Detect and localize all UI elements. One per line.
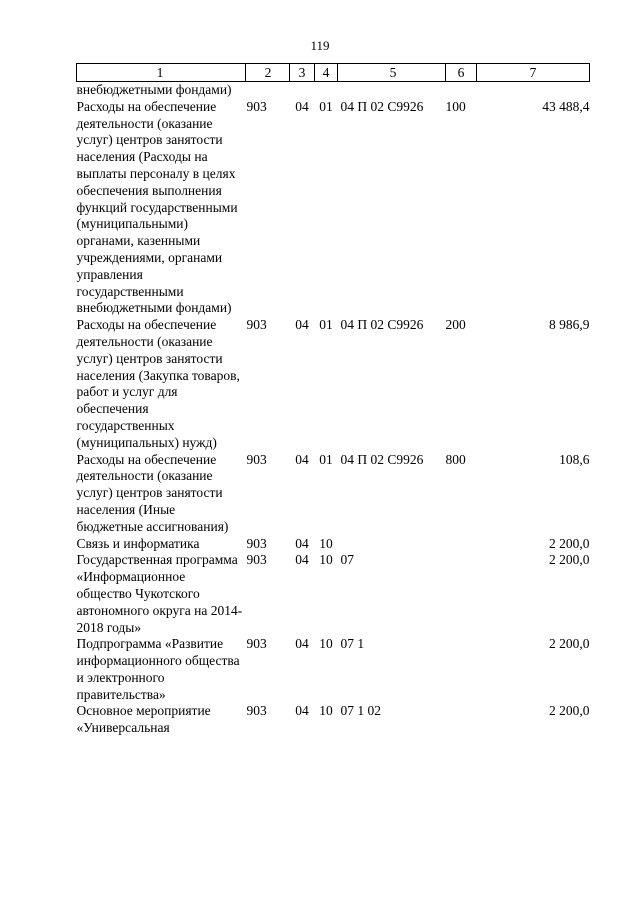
row-vr-cell	[446, 552, 477, 636]
page-number: 119	[310, 38, 330, 53]
row-subsection-cell: 01	[319, 317, 333, 333]
row-name-cell: Государственная программа «Информационное общество Чукотского автономного округа на 2014-2018 годы»	[76, 552, 243, 635]
row-subsection-cell: 01	[319, 98, 333, 114]
row-code-cell: 903	[246, 703, 267, 719]
table-row	[77, 317, 590, 451]
row-section-cell: 04	[295, 636, 309, 652]
header-col-1: 1	[77, 64, 246, 82]
row-article-cell: 07	[340, 552, 354, 568]
table-body	[77, 82, 590, 738]
table-row	[77, 703, 590, 737]
table-header-row	[77, 64, 590, 82]
row-vr-cell	[446, 703, 477, 737]
row-subsection-cell: 01	[319, 451, 333, 467]
table-row	[77, 636, 590, 703]
row-sum-cell: 43 488,4	[542, 98, 590, 114]
row-name-cell: Основное мероприятие «Универсальная	[76, 703, 211, 736]
row-name-cell: Связь и информатика	[76, 535, 200, 551]
header-col-7: 7	[477, 64, 590, 82]
table-row	[77, 536, 590, 553]
row-code-cell: 903	[246, 552, 267, 568]
row-section-cell: 04	[295, 317, 309, 333]
row-sum-cell: 2 200,0	[549, 703, 590, 719]
row-subsection-cell	[315, 82, 338, 99]
table-row	[77, 552, 590, 636]
row-article-cell: 07 1 02	[340, 703, 381, 719]
row-code-cell	[246, 82, 290, 99]
row-sum-cell: 2 200,0	[549, 552, 590, 568]
row-sum-cell: 8 986,9	[549, 317, 590, 333]
row-article-cell	[338, 536, 446, 553]
row-section-cell	[290, 82, 315, 99]
row-name-cell: Расходы на обеспечение деятельности (оказание услуг) центров занятости населения (Иные бюджетные ассигнования)	[76, 451, 229, 534]
row-name-cell: Расходы на обеспечение деятельности (оказание услуг) центров занятости населения (Закупка товаров, работ и услуг для обеспечения государственных (муниципальных) нужд)	[76, 317, 240, 450]
row-name-cell: Подпрограмма «Развитие информационного общества и электронного правительства»	[76, 636, 240, 702]
row-article-cell	[338, 82, 446, 99]
row-name-cell: внебюджетными фондами)	[76, 82, 232, 97]
header-col-4: 4	[315, 64, 338, 82]
row-vr-cell: 800	[445, 451, 466, 467]
row-sum-cell: 108,6	[559, 451, 590, 467]
row-sum-cell: 2 200,0	[549, 636, 590, 652]
row-code-cell: 903	[246, 451, 267, 467]
row-vr-cell: 100	[445, 98, 466, 114]
row-sum-cell: 2 200,0	[549, 535, 590, 551]
row-subsection-cell: 10	[319, 552, 333, 568]
row-subsection-cell: 10	[319, 636, 333, 652]
row-code-cell: 903	[246, 535, 267, 551]
row-section-cell: 04	[295, 552, 309, 568]
table-row	[77, 99, 590, 317]
row-subsection-cell: 10	[319, 535, 333, 551]
budget-table	[76, 63, 590, 737]
table-row	[77, 82, 590, 99]
row-section-cell: 04	[295, 98, 309, 114]
table-row	[77, 452, 590, 536]
header-col-2: 2	[246, 64, 290, 82]
row-article-cell: 04 П 02 С9926	[340, 317, 424, 333]
row-sum-cell	[477, 82, 590, 99]
row-section-cell: 04	[295, 703, 309, 719]
row-code-cell: 903	[246, 98, 267, 114]
row-code-cell: 903	[246, 636, 267, 652]
row-section-cell: 04	[295, 535, 309, 551]
header-col-6: 6	[446, 64, 477, 82]
header-col-3: 3	[290, 64, 315, 82]
row-vr-cell	[446, 636, 477, 703]
row-vr-cell: 200	[445, 317, 466, 333]
row-name-cell: Расходы на обеспечение деятельности (оказание услуг) центров занятости населения (Расходы на выплаты персоналу в целях обеспечения выполнения функций государственными (муниципальными) органами, казенными учреждениями, органами управления государственными внебюджетными фондами)	[76, 98, 238, 316]
row-code-cell: 903	[246, 317, 267, 333]
row-vr-cell	[446, 82, 477, 99]
header-col-5: 5	[338, 64, 446, 82]
row-section-cell: 04	[295, 451, 309, 467]
row-vr-cell	[446, 536, 477, 553]
row-article-cell: 07 1	[340, 636, 365, 652]
row-article-cell: 04 П 02 С9926	[340, 451, 424, 467]
row-subsection-cell: 10	[319, 703, 333, 719]
row-article-cell: 04 П 02 С9926	[340, 98, 424, 114]
